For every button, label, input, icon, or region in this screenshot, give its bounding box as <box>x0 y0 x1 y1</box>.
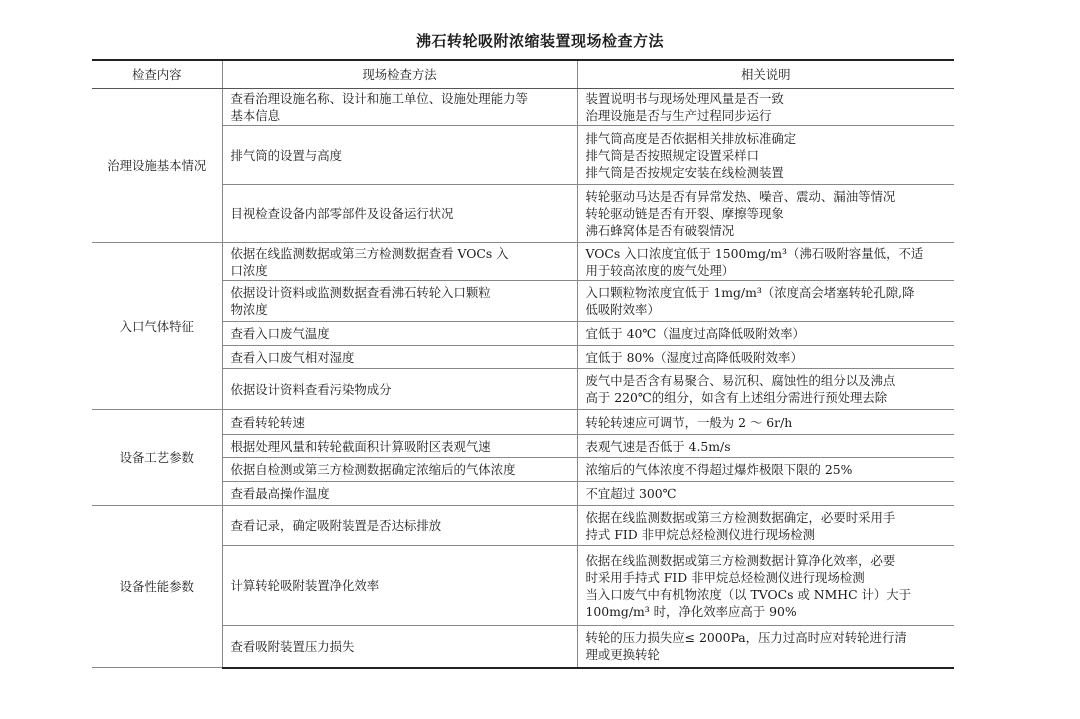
method-cell <box>222 626 577 668</box>
method-text: 查看入口废气温度 <box>230 326 330 341</box>
method-text: 物浓度 <box>230 302 268 317</box>
note-text: 废气中是否含有易聚合、易沉积、腐蚀性的组分以及沸点 <box>585 373 896 388</box>
notes-cell <box>577 458 954 482</box>
category-cell: 设备性能参数 <box>92 506 222 668</box>
category-cell: 治理设施基本情况 <box>92 89 222 243</box>
method-text: 查看吸附装置压力损失 <box>230 638 355 654</box>
method-cell <box>222 410 577 435</box>
method-text: 查看入口废气相对湿度 <box>230 349 355 365</box>
method-text: 根据处理风量和转轮截面积计算吸附区表观气速 <box>230 438 491 454</box>
note-text: VOCs 入口浓度宜低于 1500mg/m³（沸石吸附容量低，不适 <box>585 245 924 261</box>
notes-cell <box>577 482 954 506</box>
table-row <box>92 243 954 281</box>
table-title: 沸石转轮吸附浓缩装置现场检查方法 <box>415 32 664 50</box>
notes-cell <box>577 243 954 281</box>
note-text: 转轮驱动马达是否有异常发热、噪音、震动、漏油等情况 <box>585 189 896 204</box>
table-row <box>92 369 954 410</box>
note-text: 治理设施是否与生产过程同步运行 <box>585 108 772 123</box>
notes-cell <box>577 410 954 435</box>
note-text: 不宜超过 300℃ <box>585 486 677 501</box>
method-cell <box>222 458 577 482</box>
table-row <box>92 346 954 369</box>
note-text: 入口颗粒物浓度宜低于 1mg/m³（浓度高会堵塞转轮孔隙,降 <box>585 285 915 300</box>
note-text: 宜低于 80%（湿度过高降低吸附效率） <box>585 349 803 365</box>
category-cell: 设备工艺参数 <box>92 410 222 506</box>
table-row <box>92 458 954 482</box>
note-text: 排气筒是否按规定安装在线检测装置 <box>585 164 784 180</box>
method-cell <box>222 281 577 322</box>
notes-cell <box>577 626 954 668</box>
method-cell <box>222 369 577 410</box>
method-text: 计算转轮吸附装置净化效率 <box>230 578 380 593</box>
method-text: 查看最高操作温度 <box>230 486 330 501</box>
table-row <box>92 322 954 346</box>
notes-cell <box>577 89 954 126</box>
inspection-table <box>92 59 954 669</box>
table-row <box>92 185 954 243</box>
method-cell <box>222 435 577 458</box>
table-row <box>92 89 954 126</box>
notes-cell <box>577 369 954 410</box>
note-text: 当入口废气中有机物浓度（以 TVOCs 或 NMHC 计）大于 <box>585 586 912 602</box>
table-row <box>92 435 954 458</box>
notes-cell <box>577 126 954 185</box>
table-row <box>92 482 954 506</box>
note-text: 理或更换转轮 <box>585 647 660 663</box>
method-text: 排气筒的设置与高度 <box>230 147 343 163</box>
note-text: 转轮的压力损失应≤ 2000Pa，压力过高时应对转轮进行清 <box>585 630 907 646</box>
note-text: 100mg/m³ 时，净化效率应高于 90% <box>585 603 797 619</box>
note-text: 用于较高浓度的废气处理） <box>585 262 735 278</box>
method-cell <box>222 346 577 369</box>
method-cell <box>222 546 577 626</box>
method-text: 口浓度 <box>230 262 268 278</box>
notes-cell <box>577 322 954 346</box>
notes-cell <box>577 546 954 626</box>
note-text: 高于 220℃的组分，如含有上述组分需进行预处理去除 <box>585 390 888 405</box>
method-text: 依据设计资料查看污染物成分 <box>230 381 392 397</box>
note-text: 排气筒高度是否依据相关排放标准确定 <box>585 130 797 146</box>
note-text: 转轮驱动链是否有开裂、摩擦等现象 <box>585 206 784 221</box>
note-text: 转轮转速应可调节，一般为 2 ～ 6r/h <box>585 414 793 430</box>
note-text: 宜低于 40℃（温度过高降低吸附效率） <box>585 326 805 341</box>
method-cell <box>222 243 577 281</box>
table-row <box>92 546 954 626</box>
category-cell: 入口气体特征 <box>92 243 222 410</box>
notes-cell <box>577 281 954 322</box>
note-text: 依据在线监测数据或第三方检测数据计算净化效率，必要 <box>585 552 896 568</box>
method-text: 依据自检测或第三方检测数据确定浓缩后的气体浓度 <box>230 462 516 477</box>
method-text: 查看记录，确定吸附装置是否达标排放 <box>230 518 442 533</box>
method-text: 查看转轮转速 <box>230 414 305 430</box>
notes-cell <box>577 346 954 369</box>
note-text: 持式 FID 非甲烷总烃检测仪进行现场检测 <box>585 526 816 542</box>
note-text: 时采用手持式 FID 非甲烷总烃检测仪进行现场检测 <box>585 569 865 585</box>
table-row <box>92 281 954 322</box>
header-inspection-content: 检查内容 <box>92 60 222 89</box>
note-text: 低吸附效率） <box>585 302 660 317</box>
notes-cell <box>577 435 954 458</box>
method-cell <box>222 89 577 126</box>
method-text: 查看治理设施名称、设计和施工单位、设施处理能力等 <box>230 91 528 106</box>
header-row <box>92 60 954 89</box>
method-text: 基本信息 <box>230 108 281 123</box>
note-text: 排气筒是否按照规定设置采样口 <box>585 147 759 163</box>
notes-cell <box>577 506 954 546</box>
header-onsite-method: 现场检查方法 <box>222 60 577 89</box>
note-text: 浓缩后的气体浓度不得超过爆炸极限下限的 25% <box>585 462 853 477</box>
note-text: 依据在线监测数据或第三方检测数据确定，必要时采用手 <box>585 509 896 525</box>
table-body <box>92 89 954 668</box>
header-related-notes: 相关说明 <box>577 60 954 89</box>
note-text: 沸石蜂窝体是否有破裂情况 <box>585 223 735 238</box>
method-cell <box>222 126 577 185</box>
table-row <box>92 126 954 185</box>
method-cell <box>222 506 577 546</box>
method-cell <box>222 322 577 346</box>
table-row <box>92 410 954 435</box>
method-cell <box>222 185 577 243</box>
method-text: 目视检查设备内部零部件及设备运行状况 <box>230 206 454 221</box>
notes-cell <box>577 185 954 243</box>
table-row <box>92 506 954 546</box>
method-text: 依据设计资料或监测数据查看沸石转轮入口颗粒 <box>230 285 491 300</box>
note-text: 表观气速是否低于 4.5m/s <box>585 438 731 454</box>
method-text: 依据在线监测数据或第三方检测数据查看 VOCs 入 <box>230 245 509 261</box>
note-text: 装置说明书与现场处理风量是否一致 <box>585 91 784 106</box>
table-row <box>92 626 954 668</box>
method-cell <box>222 482 577 506</box>
